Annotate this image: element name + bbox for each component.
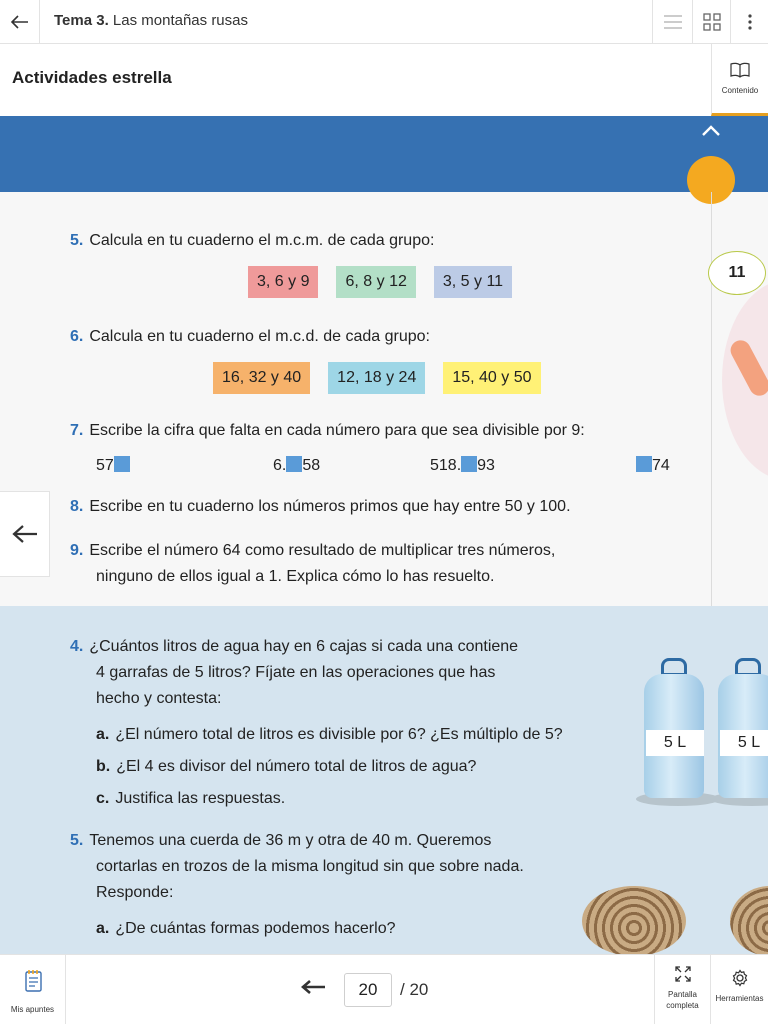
missing-digit-box <box>286 456 302 472</box>
grid-icon <box>703 13 721 31</box>
sub-question-b <box>96 754 476 780</box>
arrow-left-icon <box>300 977 326 997</box>
fullscreen-button[interactable] <box>654 955 710 1024</box>
number-item <box>430 456 495 475</box>
gear-icon <box>731 969 749 987</box>
chips-mcm <box>248 266 512 298</box>
water-bottle-image <box>710 658 768 808</box>
collapse-button[interactable] <box>700 124 722 143</box>
exercise-number: 6. <box>70 328 84 345</box>
sub-text: Justifica las respuestas. <box>115 790 286 807</box>
previous-page-button[interactable] <box>300 977 326 1002</box>
missing-digit-box <box>636 456 652 472</box>
problem-line: Responde: <box>96 884 174 901</box>
arrow-left-icon <box>12 524 38 544</box>
unit-name: Las montañas rusas <box>112 12 248 29</box>
back-button[interactable] <box>0 0 40 44</box>
my-notes-label: Mis apuntes <box>10 1005 55 1014</box>
bottle-label: 5 L <box>646 730 704 756</box>
chip: 6, 8 y 12 <box>336 266 415 298</box>
chip: 16, 32 y 40 <box>213 362 310 394</box>
exercise-text: Calcula en tu cuaderno el m.c.d. de cada grupo: <box>89 328 430 345</box>
sub-text: ¿El número total de litros es divisible por 6? ¿Es múltiplo de 5? <box>115 726 563 743</box>
tools-label: Herramientas <box>715 994 764 1003</box>
missing-digit-box <box>114 456 130 472</box>
problem-line: cortarlas en trozos de la misma longitud sin que sobre nada. <box>96 858 524 875</box>
index-button[interactable] <box>652 0 692 44</box>
sub-letter: a. <box>96 920 110 937</box>
more-vertical-icon <box>748 14 752 30</box>
problem-5 <box>70 828 491 854</box>
sub-question-a <box>96 722 563 748</box>
exercise-text: Escribe la cifra que falta en cada número para que sea divisible por 9: <box>89 422 585 439</box>
exercise-7 <box>70 418 585 444</box>
page-number-input[interactable] <box>344 973 392 1007</box>
number-item <box>273 456 320 475</box>
my-notes-button[interactable] <box>0 955 66 1024</box>
section-title: Actividades estrella <box>12 68 172 87</box>
chip: 3, 6 y 9 <box>248 266 318 298</box>
chip: 15, 40 y 50 <box>443 362 540 394</box>
arrow-left-icon <box>11 15 29 29</box>
top-bar <box>0 0 768 44</box>
problem-line: 4 garrafas de 5 litros? Fíjate en las operaciones que has <box>96 664 496 681</box>
sub-question-a <box>96 916 395 942</box>
total-pages: / 20 <box>400 980 429 999</box>
chevron-up-icon <box>700 124 722 138</box>
thumbnails-button[interactable] <box>692 0 730 44</box>
sub-text: ¿De cuántas formas podemos hacerlo? <box>115 920 396 937</box>
sub-question-c <box>96 786 285 812</box>
bottom-bar <box>0 954 768 1024</box>
problem-line: Tenemos una cuerda de 36 m y otra de 40 m. Queremos <box>89 832 492 849</box>
fullscreen-label <box>666 989 698 1011</box>
exercise-9-line-2: ninguno de ellos igual a 1. Explica cómo lo has resuelto. <box>96 568 495 585</box>
digits: 6. <box>273 457 287 474</box>
more-options-button[interactable] <box>730 0 768 44</box>
list-icon <box>663 14 683 30</box>
previous-page-side-button[interactable] <box>0 491 50 577</box>
book-open-icon <box>730 62 750 78</box>
problem-number: 4. <box>70 638 84 655</box>
section-bar <box>0 44 768 116</box>
problem-line: ¿Cuántos litros de agua hay en 6 cajas si cada una contiene <box>89 638 519 655</box>
fullscreen-label-line-2: completa <box>666 1001 699 1010</box>
chips-mcd <box>213 362 541 394</box>
water-bottle-image <box>636 658 712 808</box>
exercise-number: 5. <box>70 232 84 249</box>
exercise-text: Calcula en tu cuaderno el m.c.m. de cada grupo: <box>89 232 435 249</box>
digits: 57 <box>96 457 114 474</box>
page-badge: 11 <box>708 251 766 295</box>
exercise-8 <box>70 494 571 520</box>
exercise-number: 9. <box>70 542 84 559</box>
problem-line: hecho y contesta: <box>96 690 222 707</box>
chip: 3, 5 y 11 <box>434 266 512 298</box>
unit-title <box>54 12 248 29</box>
sub-letter: a. <box>96 726 110 743</box>
exercise-number: 7. <box>70 422 84 439</box>
number-item <box>96 456 130 475</box>
fullscreen-label-line-1: Pantalla <box>668 990 697 999</box>
contents-label: Contenido <box>721 86 759 95</box>
sub-letter: c. <box>96 790 110 807</box>
number-item <box>636 456 670 475</box>
rope-image <box>582 886 686 954</box>
chip: 12, 18 y 24 <box>328 362 425 394</box>
digits: 74 <box>652 457 670 474</box>
exercise-number: 8. <box>70 498 84 515</box>
notebook-icon <box>23 969 43 993</box>
unit-number: Tema 3. <box>54 12 109 29</box>
problem-4 <box>70 634 518 660</box>
exercise-line: Escribe el número 64 como resultado de multiplicar tres números, <box>89 542 556 559</box>
bottle-label: 5 L <box>720 730 768 756</box>
missing-digit-box <box>461 456 477 472</box>
tools-button[interactable] <box>710 955 768 1024</box>
digits: 93 <box>477 457 495 474</box>
exercise-text: Escribe en tu cuaderno los números primos que hay entre 50 y 100. <box>89 498 571 515</box>
sub-text: ¿El 4 es divisor del número total de litros de agua? <box>116 758 477 775</box>
exercise-5 <box>70 228 434 254</box>
page-header-band <box>0 116 768 192</box>
book-page <box>0 116 768 954</box>
problem-number: 5. <box>70 832 84 849</box>
digits: 58 <box>302 457 321 474</box>
contents-button[interactable] <box>711 44 768 116</box>
expand-icon <box>674 965 692 983</box>
digits: 518. <box>430 457 462 474</box>
exercise-9 <box>70 538 555 564</box>
sub-letter: b. <box>96 758 111 775</box>
exercise-6 <box>70 324 430 350</box>
